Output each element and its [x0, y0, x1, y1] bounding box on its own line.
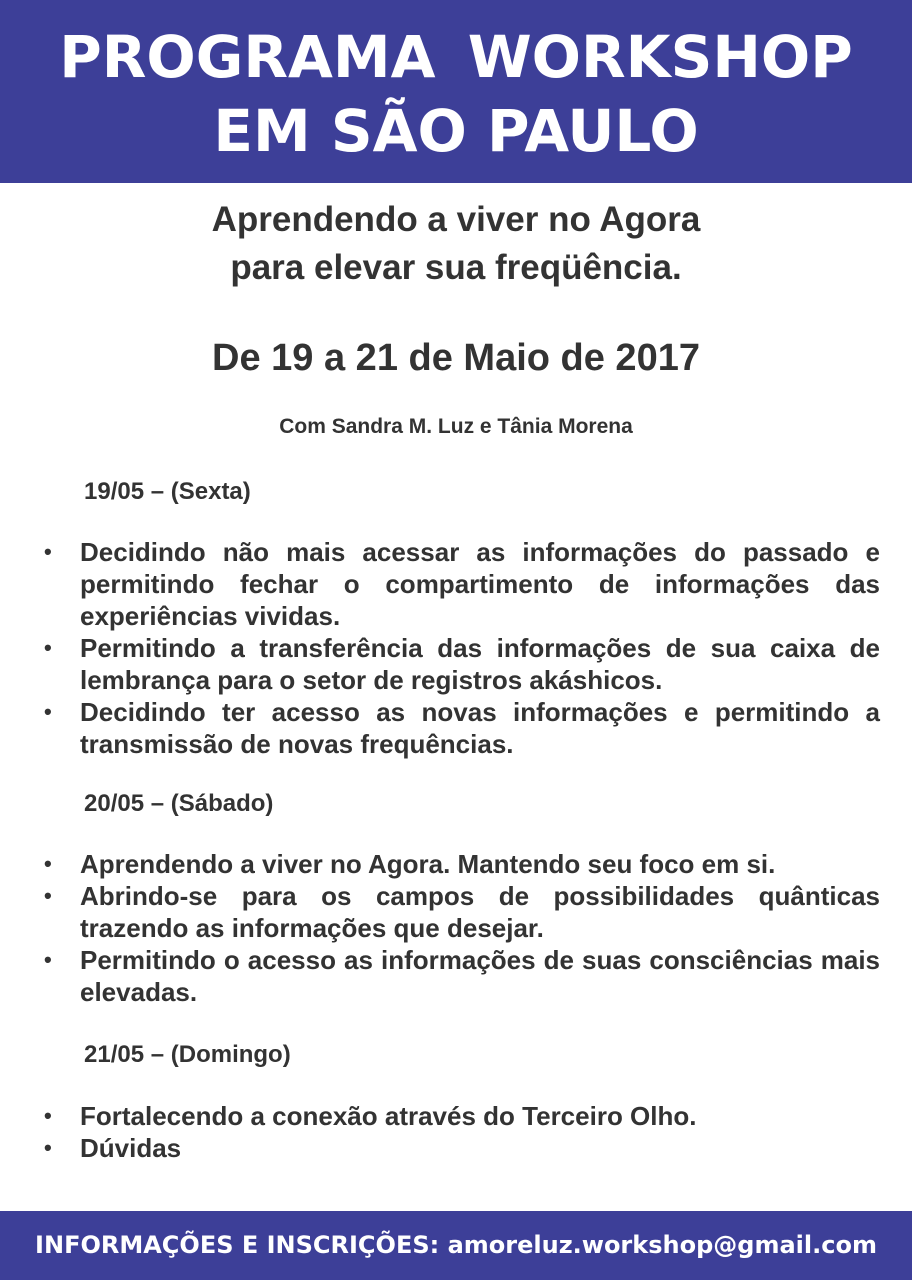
bullet-icon: • — [44, 883, 52, 908]
day-list-saturday — [44, 848, 880, 1008]
day-heading-sunday: 21/05 – (Domingo) — [84, 1041, 291, 1068]
subtitle-line2: para elevar sua freqüência. — [230, 248, 682, 287]
list-item — [44, 880, 880, 944]
header-title-line1: PROGRAMA WORKSHOP — [59, 23, 853, 91]
list-item — [44, 536, 880, 632]
list-item-text: Permitindo o acesso as informações de suas consciências mais elevadas. — [80, 945, 880, 1007]
day-heading-saturday: 20/05 – (Sábado) — [84, 790, 274, 817]
list-item — [44, 1132, 880, 1164]
bullet-icon: • — [44, 699, 52, 724]
day-heading-friday: 19/05 – (Sexta) — [84, 478, 251, 505]
list-item — [44, 944, 880, 1008]
event-dates: De 19 a 21 de Maio de 2017 — [212, 337, 700, 379]
bullet-icon: • — [44, 851, 52, 876]
footer-contact-text: INFORMAÇÕES E INSCRIÇÕES: amoreluz.workshop@gmail.com — [35, 1231, 877, 1259]
day-list-friday — [44, 536, 880, 760]
presenters-line: Com Sandra M. Luz e Tânia Morena — [279, 415, 633, 438]
list-item — [44, 696, 880, 760]
bullet-icon: • — [44, 947, 52, 972]
list-item — [44, 1100, 880, 1132]
list-item-text: Dúvidas — [80, 1133, 182, 1163]
bullet-icon: • — [44, 1103, 52, 1128]
list-item-text: Aprendendo a viver no Agora. Mantendo seu foco em si. — [80, 849, 776, 879]
list-item-text: Decidindo não mais acessar as informações do passado e permitindo fechar o compartimento de informações das experiências vividas. — [80, 537, 880, 631]
footer-banner — [0, 1211, 912, 1280]
subtitle-line1: Aprendendo a viver no Agora — [211, 200, 701, 239]
header-banner — [0, 0, 912, 183]
list-item — [44, 632, 880, 696]
bullet-icon: • — [44, 1135, 52, 1160]
bullet-icon: • — [44, 539, 52, 564]
workshop-subtitle — [0, 196, 912, 292]
bullet-icon: • — [44, 635, 52, 660]
header-title-line2: EM SÃO PAULO — [213, 97, 699, 165]
list-item-text: Permitindo a transferência das informações de sua caixa de lembrança para o setor de registros akáshicos. — [80, 633, 880, 695]
day-list-sunday — [44, 1100, 880, 1164]
list-item — [44, 848, 880, 880]
list-item-text: Abrindo-se para os campos de possibilidades quânticas trazendo as informações que desejar. — [80, 881, 880, 943]
list-item-text: Decidindo ter acesso as novas informações e permitindo a transmissão de novas frequências. — [80, 697, 880, 759]
list-item-text: Fortalecendo a conexão através do Terceiro Olho. — [80, 1101, 697, 1131]
